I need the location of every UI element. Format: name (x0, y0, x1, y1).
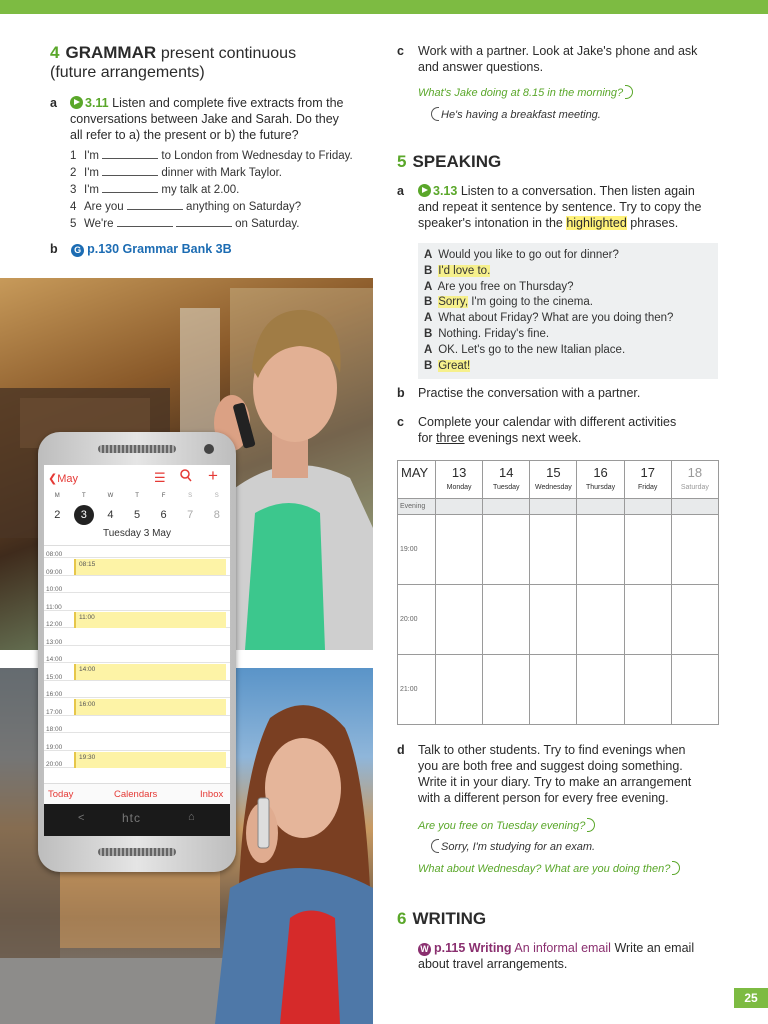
event-block[interactable]: 08:15 (74, 559, 226, 575)
section-number: 5 (397, 152, 407, 171)
grammar-bank-icon: G (71, 244, 84, 257)
grammar-bank-link[interactable]: p.130 Grammar Bank 3B (87, 242, 232, 256)
day-header: 14 Tuesday (483, 461, 530, 499)
answer-gap[interactable] (102, 149, 158, 159)
dialog-line: B Sorry, I'm going to the cinema. (424, 296, 593, 309)
writing-heading (397, 909, 486, 929)
partner-exercise-c (397, 43, 727, 123)
exercise-letter: c (397, 415, 404, 429)
time-row: 19:00 (398, 515, 719, 585)
dialog-line: B I'd love to. (424, 264, 491, 277)
dialog-line: B Nothing. Friday's fine. (424, 327, 550, 340)
calendar-cell[interactable] (436, 585, 483, 655)
highlight-sample: highlighted (566, 216, 627, 230)
dialog-box (418, 243, 718, 379)
section-title: GRAMMAR (65, 43, 157, 62)
calendar-cell[interactable] (577, 655, 624, 725)
speech-bubble-icon (672, 861, 680, 875)
date-cell[interactable]: 8 (213, 509, 220, 521)
dialog-line: A OK. Let's go to the new Italian place. (424, 343, 626, 356)
phone-screen (44, 465, 230, 804)
calendar-cell[interactable] (530, 655, 577, 725)
speech-answer: Sorry, I'm studying for an exam. (431, 839, 727, 855)
event-block[interactable]: 11:00 (74, 612, 226, 628)
speaking-exercise-b (397, 385, 727, 401)
speech-answer: He's having a breakfast meeting. (431, 107, 727, 123)
dialog-line: A Would you like to go out for dinner? (424, 249, 619, 261)
hour-label: 15:00 (46, 673, 63, 681)
month-label: MAY (398, 461, 436, 499)
calendar-cell[interactable] (671, 655, 718, 725)
calendar-cell[interactable] (530, 585, 577, 655)
weekday-header: M T W T F S S (54, 493, 219, 499)
hour-row (44, 645, 230, 646)
hour-row (44, 750, 230, 751)
calendar-cell[interactable] (483, 655, 530, 725)
grammar-exercise-b (50, 241, 232, 257)
dialog-line: B Great! (424, 359, 471, 372)
date-cell[interactable]: 5 (133, 509, 141, 521)
speaking-exercise-c: c Complete your calendar with different activities for three evenings next week. (397, 414, 727, 446)
grammar-section (50, 43, 370, 82)
hour-label: 18:00 (46, 726, 63, 733)
hour-label: 08:00 (46, 551, 63, 558)
calendar-cell[interactable] (624, 515, 671, 585)
track-number: 3.11 (85, 96, 109, 110)
list-item: 2 I'm dinner with Mark Taylor. (70, 167, 282, 179)
exercise-letter: b (397, 386, 405, 400)
calendar-cell[interactable] (483, 585, 530, 655)
calendar-cell[interactable] (436, 655, 483, 725)
add-event-icon[interactable]: + (208, 466, 218, 485)
home-nav-icon[interactable]: ⌂ (188, 811, 195, 823)
grammar-items (70, 148, 380, 233)
list-item: 5 We're on Saturday. (70, 218, 300, 230)
hour-row (44, 732, 230, 733)
calendar-cell[interactable] (483, 515, 530, 585)
speech-bubble-icon (431, 107, 439, 121)
calendar-cell[interactable] (624, 655, 671, 725)
section-title: SPEAKING (412, 152, 502, 171)
dialog-line: A What about Friday? What are you doing then? (424, 312, 674, 325)
hour-row (44, 557, 230, 558)
calendar-cell[interactable] (530, 515, 577, 585)
divider (44, 545, 230, 546)
week-dates (44, 505, 230, 525)
inbox-button[interactable]: Inbox (200, 789, 224, 800)
selected-date-label: Tuesday 3 May (103, 528, 171, 539)
track-number: 3.13 (433, 184, 458, 198)
hour-label: 11:00 (46, 603, 62, 611)
back-nav-icon[interactable]: < (78, 812, 85, 824)
writing-link[interactable]: p.115 Writing (434, 941, 512, 955)
day-header: 16 Thursday (577, 461, 624, 499)
phone-mockup (38, 432, 236, 872)
calendar-cell[interactable] (671, 515, 718, 585)
search-icon[interactable] (180, 469, 192, 485)
calendar-table (397, 460, 719, 725)
exercise-letter: a (50, 96, 57, 110)
phone-camera (204, 444, 214, 454)
instruction-text: and answer questions. (418, 60, 544, 74)
answer-gap[interactable] (176, 217, 232, 227)
hour-label: 09:00 (46, 568, 63, 576)
instruction-text: conversations between Jake and Sarah. Do they (70, 112, 339, 126)
instruction-text: Listen and complete five extracts from the (112, 96, 344, 110)
date-cell[interactable]: 7 (187, 509, 194, 521)
calendar-cell[interactable] (624, 585, 671, 655)
date-cell[interactable]: 2 (54, 509, 61, 521)
hour-label: 16:00 (46, 691, 63, 698)
event-block[interactable]: 14:00 (74, 664, 226, 680)
hour-label: 14:00 (46, 656, 63, 663)
time-row: 20:00 (398, 585, 719, 655)
answer-gap[interactable] (102, 183, 158, 193)
grammar-heading (50, 43, 370, 63)
hour-label: 12:00 (46, 621, 63, 628)
brand-logo: htc (122, 811, 142, 825)
day-header: 13 Monday (436, 461, 483, 499)
speaking-heading (397, 152, 501, 172)
answer-gap[interactable] (102, 166, 158, 176)
calendar-cell[interactable] (671, 585, 718, 655)
hour-label: 20:00 (46, 761, 63, 768)
exercise-letter: c (397, 44, 404, 58)
instruction-text: Work with a partner. Look at Jake's phone and ask (418, 44, 698, 58)
speech-question: What about Wednesday? What are you doing then? (418, 861, 727, 877)
speech-bubble-icon (625, 85, 633, 99)
hour-row (44, 592, 230, 593)
date-cell[interactable]: 6 (160, 509, 167, 521)
speech-question: What's Jake doing at 8.15 in the morning? (418, 85, 727, 101)
time-row: 21:00 (398, 655, 719, 725)
list-item: 3 I'm my talk at 2.00. (70, 184, 240, 196)
writing-bank-icon: W (418, 943, 431, 956)
calendar-cell[interactable] (436, 515, 483, 585)
hour-label: 13:00 (46, 638, 63, 646)
speaking-exercise-a: a 3.13 Listen to a conversation. Then listen again and repeat it sentence by sentence. Try to copy the speaker's intonation in the highlighted phrases. (397, 184, 702, 230)
today-button[interactable]: Today (48, 789, 74, 800)
section-number: 4 (50, 43, 60, 62)
audio-icon[interactable] (70, 96, 83, 109)
phone-nav-bar (44, 804, 230, 836)
evening-row: Evening (398, 499, 719, 515)
phone-bottom-speaker (98, 848, 176, 856)
hour-row (44, 610, 230, 611)
event-block[interactable]: 19:30 (74, 752, 226, 768)
calendar-footer (44, 783, 230, 804)
date-cell[interactable]: 4 (107, 509, 114, 521)
instruction-text: Complete your calendar with different activities (418, 415, 677, 429)
calendar-cell[interactable] (577, 515, 624, 585)
hour-row (44, 697, 230, 698)
hour-label: 10:00 (46, 586, 63, 593)
calendar-back-button[interactable]: ❮May (48, 473, 78, 485)
chevron-left-icon: ❮ (48, 473, 58, 485)
exercise-letter: d (397, 743, 405, 757)
instruction-text: all refer to a) the present or b) the future? (70, 128, 299, 142)
hour-label: 17:00 (46, 708, 63, 716)
answer-gap[interactable] (117, 217, 173, 227)
event-block[interactable]: 16:00 (74, 699, 226, 715)
list-item: 4 Are you anything on Saturday? (70, 201, 302, 213)
week-calendar (397, 460, 719, 725)
speech-question: Are you free on Tuesday evening? (418, 818, 727, 834)
speech-bubble-icon (587, 818, 595, 832)
exercise-letter: b (50, 242, 58, 256)
hour-label: 19:00 (46, 743, 63, 751)
top-color-bar (0, 0, 768, 14)
section-number: 6 (397, 909, 407, 928)
dialog-line: A Are you free on Thursday? (424, 280, 574, 293)
phone-speaker-grille (98, 445, 176, 453)
answer-gap[interactable] (127, 200, 183, 210)
writing-instruction: W p.115 Writing An informal email Write an email about travel arrangements. (418, 941, 695, 971)
grammar-exercise-a (50, 95, 375, 143)
exercise-letter: a (397, 184, 404, 198)
calendar-header-row (398, 461, 719, 499)
instruction-text: Practise the conversation with a partner. (418, 386, 641, 400)
section-subtitle: present continuous (160, 45, 297, 62)
page-number: 25 (734, 988, 768, 1008)
section-subtitle-line2: (future arrangements) (50, 64, 205, 81)
list-item: 1 I'm to London from Wednesday to Friday. (70, 150, 353, 162)
date-cell-selected[interactable]: 3 (71, 505, 98, 525)
calendars-button[interactable]: Calendars (114, 789, 158, 800)
section-title: WRITING (412, 909, 487, 928)
list-icon[interactable]: ☰ (154, 470, 166, 485)
day-header: 18 Saturday (671, 461, 718, 499)
speech-bubble-icon (431, 839, 439, 853)
speaking-exercise-d: d Talk to other students. Try to find evenings when you are both free and suggest doing something. Write it in your diary. Try to make an arrangement with a different person for every free evening. Are you free on Tuesday evening? Sorry, I'm studying for an exam. What about Wednesday? What are you doing then? (397, 742, 727, 877)
hour-row (44, 662, 230, 663)
calendar-cell[interactable] (577, 585, 624, 655)
day-header: 15 Wednesday (530, 461, 577, 499)
audio-icon[interactable] (418, 184, 431, 197)
day-header: 17 Friday (624, 461, 671, 499)
